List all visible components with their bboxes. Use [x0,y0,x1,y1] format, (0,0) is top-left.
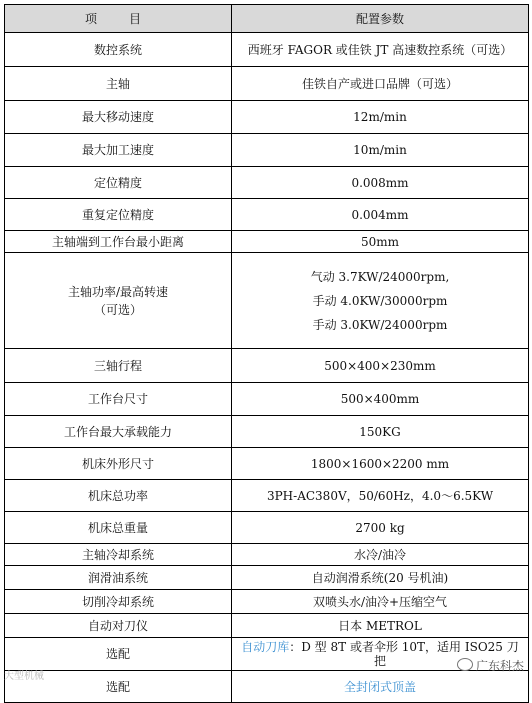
wechat-icon [457,658,473,671]
enclosed-top-cover-link[interactable]: 全封闭式顶盖 [343,679,416,694]
row-param: 12m/min [232,101,529,134]
option-item: 选配 [5,638,232,671]
table-row [5,101,529,134]
power-line: 气动 3.7KW/24000rpm, [310,269,450,284]
row-param: 150KG [232,416,529,448]
row-item: 机床总功率 [5,480,232,512]
table-row [5,67,529,101]
row-item: 重复定位精度 [5,199,232,231]
row-item: 切削冷却系统 [5,590,232,614]
table-row [5,349,529,383]
table-row [5,448,529,480]
option-detail: ：D 型 8T 或者伞形 10T，适用 ISO25 刀把 [289,640,519,668]
row-item: 自动对刀仪 [5,614,232,638]
header-item: 项 目 [5,5,232,33]
option-row [5,671,529,703]
row-param: 2700 kg [232,512,529,544]
power-row [5,253,529,349]
power-line: 手动 4.0KW/30000rpm [312,293,448,308]
row-item: 三轴行程 [5,349,232,383]
row-param: 3PH-AC380V，50/60Hz，4.0～6.5KW [232,480,529,512]
table-row [5,134,529,167]
table-row [5,614,529,638]
row-param: 水冷/油冷 [232,544,529,566]
table-row [5,33,529,67]
power-item-note: （可选） [93,302,142,317]
watermark-right-text: 广东科杰 [475,659,524,673]
tool-magazine-link[interactable]: 自动刀库 [241,640,290,654]
row-item: 定位精度 [5,167,232,199]
header-row [5,5,529,33]
watermark-left: 大型机械 [4,671,44,682]
row-item: 工作台最大承载能力 [5,416,232,448]
row-param: 自动润滑系统(20 号机油) [232,566,529,590]
table-row [5,416,529,448]
row-param: 50mm [232,231,529,253]
spec-table [4,4,529,703]
row-param: 10m/min [232,134,529,167]
row-param: 0.004mm [232,199,529,231]
row-param: 日本 METROL [232,614,529,638]
row-item: 润滑油系统 [5,566,232,590]
row-param: 西班牙 FAGOR 或佳铁 JT 高速数控系统（可选） [232,33,529,67]
power-item-label: 主轴功率/最高转速 [67,284,169,299]
row-item: 主轴冷却系统 [5,544,232,566]
table-row [5,590,529,614]
row-param: 500×400×230mm [232,349,529,383]
row-item: 最大移动速度 [5,101,232,134]
table-row [5,566,529,590]
row-param: 500×400mm [232,383,529,416]
row-param: 双喷头水/油冷+压缩空气 [232,590,529,614]
option-item: 选配 [5,671,232,703]
table-row [5,512,529,544]
power-line: 手动 3.0KW/24000rpm [312,317,448,332]
row-item: 数控系统 [5,33,232,67]
power-item [5,253,232,349]
row-item: 最大加工速度 [5,134,232,167]
row-item: 机床总重量 [5,512,232,544]
header-param: 配置参数 [232,5,529,33]
table-row [5,199,529,231]
row-item: 主轴 [5,67,232,101]
table-row [5,544,529,566]
option-row [5,638,529,671]
row-item: 机床外形尺寸 [5,448,232,480]
row-item: 主轴端到工作台最小距离 [5,231,232,253]
row-param: 1800×1600×2200 mm [232,448,529,480]
row-item: 工作台尺寸 [5,383,232,416]
row-param: 佳铁自产或进口品牌（可选） [232,67,529,101]
power-param [232,253,529,349]
row-param: 0.008mm [232,167,529,199]
table-row [5,231,529,253]
table-row [5,480,529,512]
table-row [5,167,529,199]
watermark-right [457,657,524,674]
option-param [232,671,529,703]
table-row [5,383,529,416]
